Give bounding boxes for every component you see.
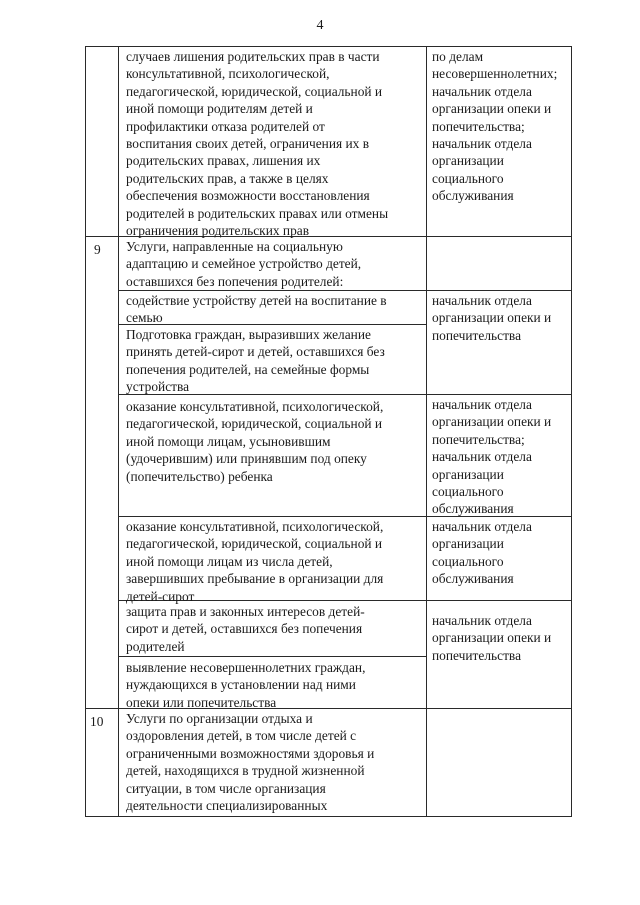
service-description: оказание консультативной, психологической, педагогической, юридической, социальной и иной помощи лицам из числа детей, завершивших пребывание в организации для детей-сирот	[126, 519, 384, 604]
responsible-officials: начальник отдела организации опеки и попечительства	[432, 293, 552, 343]
service-group-title: Услуги, направленные на социальную адаптацию и семейное устройство детей, оставшихся без попечения родителей:	[126, 239, 362, 289]
row-divider	[118, 656, 427, 657]
row-number: 9	[94, 242, 101, 257]
responsible-officials: начальник отдела организации опеки и попечительства	[432, 613, 552, 663]
table-border-mid	[426, 46, 427, 817]
service-description: содействие устройству детей на воспитание в семью	[126, 293, 387, 326]
service-description: выявление несовершеннолетних граждан, нуждающихся в установлении над ними опеки или попечительства	[126, 660, 366, 710]
service-group-title: Услуги по организации отдыха и оздоровления детей, в том числе детей с ограниченными возможностями здоровья и детей, находящихся в трудной жизненной ситуации, в том числе организация деятельности специализированных	[126, 711, 375, 814]
page-number: 4	[316, 18, 324, 33]
table-border-bottom	[85, 816, 572, 817]
service-description: оказание консультативной, психологической, педагогической, юридической, социальной и иной помощи лицам, усыновившим (удочерившим) или принявшим под опеку (попечительство) ребенка	[126, 399, 384, 484]
responsible-officials: начальник отдела организации социального обслуживания	[432, 519, 532, 587]
responsible-officials: начальник отдела организации опеки и попечительства; начальник отдела организации социального обслуживания	[432, 397, 552, 517]
table-border-num	[118, 46, 119, 817]
responsible-officials: по делам несовершеннолетних; начальник отдела организации опеки и попечительства; начальник отдела организации социального обслуживания	[432, 49, 558, 204]
table-border-right	[571, 46, 572, 817]
table-border-left	[85, 46, 86, 817]
service-description: случаев лишения родительских прав в части консультативной, психологической, педагогической, юридической, социальной и иной помощи родителям детей и профилактики отказа родителей от воспитания своих детей, ограничения их в родительских правах, лишения их родительских прав, а также в целях обеспечения возможности восстановления родителей в родительских правах или отмены ограничения родительских прав	[126, 49, 389, 239]
table-border-top	[85, 46, 572, 47]
service-description: защита прав и законных интересов детей- сирот и детей, оставшихся без попечения родителей	[126, 604, 365, 654]
row-number: 10	[90, 714, 104, 729]
service-description: Подготовка граждан, выразивших желание принять детей-сирот и детей, оставшихся без попечения родителей, на семейные формы устройства	[126, 327, 385, 395]
